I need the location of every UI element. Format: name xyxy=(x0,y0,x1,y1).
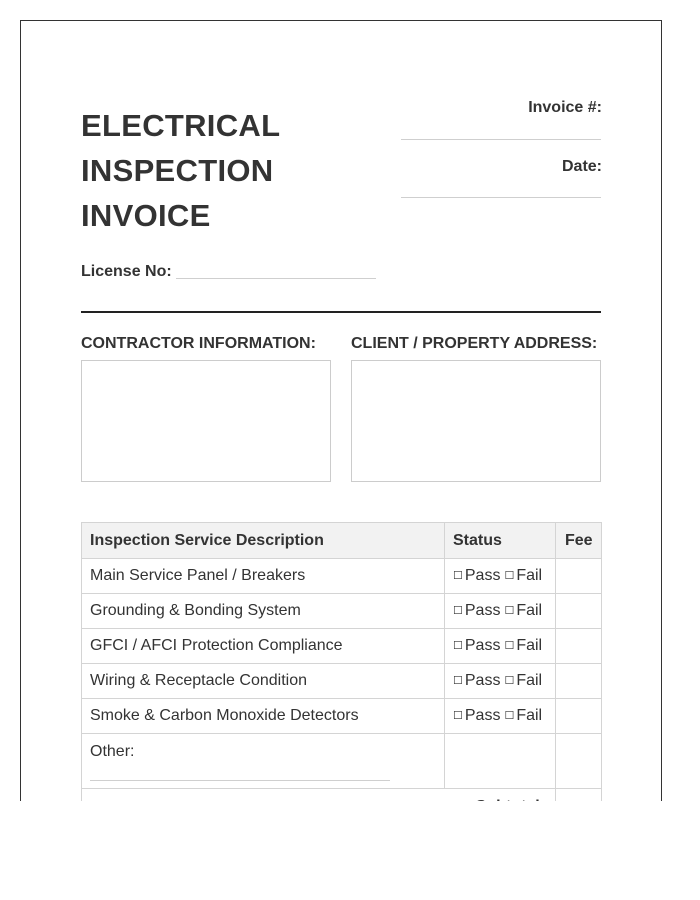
pass-label: Pass xyxy=(464,567,501,584)
pass-label: Pass xyxy=(464,672,501,689)
other-fee-cell[interactable] xyxy=(556,734,602,789)
table-header-row xyxy=(82,523,602,559)
status-cell xyxy=(445,594,556,629)
table-row xyxy=(82,559,602,594)
table-row xyxy=(82,594,602,629)
invoice-title xyxy=(81,103,280,238)
other-status-cell xyxy=(445,734,556,789)
pass-label: Pass xyxy=(464,707,501,724)
pass-checkbox[interactable]: ☐ xyxy=(453,640,463,652)
pass-label: Pass xyxy=(464,637,501,654)
table-row xyxy=(82,629,602,664)
service-description: Smoke & Carbon Monoxide Detectors xyxy=(82,699,445,734)
fee-cell[interactable] xyxy=(556,629,602,664)
page-cutoff xyxy=(0,801,700,900)
table-row xyxy=(82,699,602,734)
fail-label: Fail xyxy=(516,637,543,654)
fail-checkbox[interactable]: ☐ xyxy=(504,675,515,687)
pass-checkbox[interactable]: ☐ xyxy=(453,710,463,722)
status-cell xyxy=(445,559,556,594)
fail-checkbox[interactable]: ☐ xyxy=(504,570,515,582)
contractor-info-box[interactable] xyxy=(81,360,331,482)
pass-checkbox[interactable]: ☐ xyxy=(453,570,463,582)
fee-cell[interactable] xyxy=(556,664,602,699)
other-description-field[interactable] xyxy=(90,780,390,781)
inspection-services-table xyxy=(81,522,602,820)
fee-cell[interactable] xyxy=(556,594,602,629)
status-cell xyxy=(445,629,556,664)
service-description: Wiring & Receptacle Condition xyxy=(82,664,445,699)
title-line-2: INSPECTION xyxy=(81,153,274,188)
fee-cell[interactable] xyxy=(556,699,602,734)
fail-checkbox[interactable]: ☐ xyxy=(504,640,515,652)
service-description: Grounding & Bonding System xyxy=(82,594,445,629)
pass-checkbox[interactable]: ☐ xyxy=(453,675,463,687)
client-address-box[interactable] xyxy=(351,360,601,482)
fail-checkbox[interactable]: ☐ xyxy=(504,605,515,617)
fee-cell[interactable] xyxy=(556,559,602,594)
date-label: Date: xyxy=(561,158,602,175)
status-cell xyxy=(445,699,556,734)
date-field[interactable] xyxy=(401,197,601,198)
client-address-label: CLIENT / PROPERTY ADDRESS: xyxy=(351,335,598,352)
invoice-sheet xyxy=(20,20,662,801)
license-field[interactable] xyxy=(176,278,376,279)
other-cell[interactable] xyxy=(82,734,445,789)
fail-label: Fail xyxy=(516,707,543,724)
table-row xyxy=(82,664,602,699)
title-line-1: ELECTRICAL xyxy=(81,108,281,143)
other-label: Other: xyxy=(90,743,135,760)
fail-label: Fail xyxy=(516,567,543,584)
pass-checkbox[interactable]: ☐ xyxy=(453,605,463,617)
fail-checkbox[interactable]: ☐ xyxy=(504,710,515,722)
other-row xyxy=(82,734,602,789)
contractor-info-label: CONTRACTOR INFORMATION: xyxy=(81,335,316,352)
service-description: Main Service Panel / Breakers xyxy=(82,559,445,594)
fail-label: Fail xyxy=(516,672,543,689)
service-description: GFCI / AFCI Protection Compliance xyxy=(82,629,445,664)
header-description: Inspection Service Description xyxy=(82,523,445,559)
invoice-number-label: Invoice #: xyxy=(528,99,602,116)
fail-label: Fail xyxy=(516,602,543,619)
pass-label: Pass xyxy=(464,602,501,619)
header-fee: Fee xyxy=(556,523,602,559)
header-status: Status xyxy=(445,523,556,559)
status-cell xyxy=(445,664,556,699)
license-label: License No: xyxy=(81,263,172,280)
invoice-number-field[interactable] xyxy=(401,139,601,140)
title-line-3: INVOICE xyxy=(81,198,211,233)
header-divider xyxy=(81,311,601,313)
